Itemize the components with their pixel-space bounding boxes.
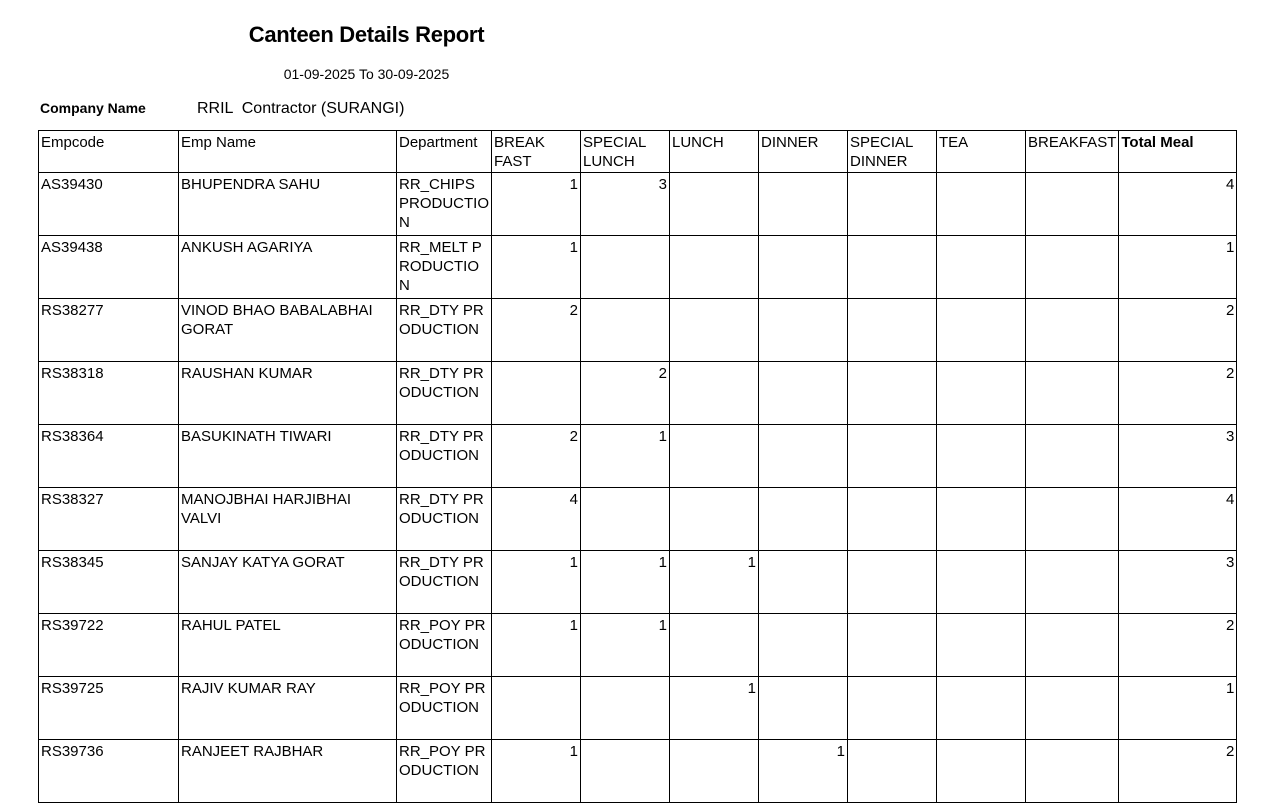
cell-break-fast: 1 bbox=[492, 614, 581, 677]
cell-department: RR_MELT PRODUCTION bbox=[397, 236, 492, 299]
header-break-fast bbox=[492, 131, 581, 173]
cell-breakfast bbox=[1026, 173, 1119, 236]
cell-tea bbox=[937, 299, 1026, 362]
cell-empcode: RS38327 bbox=[39, 488, 179, 551]
cell-lunch bbox=[670, 740, 759, 803]
cell-emp-name: RANJEET RAJBHAR bbox=[179, 740, 397, 803]
table-row bbox=[39, 236, 1237, 299]
cell-total-meal: 3 bbox=[1119, 551, 1237, 614]
cell-empcode: RS39725 bbox=[39, 677, 179, 740]
cell-lunch bbox=[670, 362, 759, 425]
cell-tea bbox=[937, 551, 1026, 614]
cell-dinner bbox=[759, 614, 848, 677]
cell-department: RR_DTY PRODUCTION bbox=[397, 551, 492, 614]
cell-lunch: 1 bbox=[670, 677, 759, 740]
cell-dinner bbox=[759, 488, 848, 551]
header-special-lunch bbox=[581, 131, 670, 173]
cell-break-fast: 1 bbox=[492, 551, 581, 614]
cell-lunch bbox=[670, 488, 759, 551]
cell-empcode: RS39722 bbox=[39, 614, 179, 677]
cell-break-fast: 4 bbox=[492, 488, 581, 551]
cell-emp-name: RAUSHAN KUMAR bbox=[179, 362, 397, 425]
cell-emp-name: RAJIV KUMAR RAY bbox=[179, 677, 397, 740]
header-total-meal: Total Meal bbox=[1119, 131, 1237, 173]
cell-breakfast bbox=[1026, 236, 1119, 299]
cell-special-lunch: 2 bbox=[581, 362, 670, 425]
cell-special-dinner bbox=[848, 362, 937, 425]
table-row bbox=[39, 614, 1237, 677]
cell-break-fast: 1 bbox=[492, 173, 581, 236]
cell-breakfast bbox=[1026, 740, 1119, 803]
header-tea: TEA bbox=[937, 131, 1026, 173]
cell-lunch bbox=[670, 425, 759, 488]
cell-emp-name: BASUKINATH TIWARI bbox=[179, 425, 397, 488]
cell-dinner bbox=[759, 425, 848, 488]
header-special-dinner-line2: DINNER bbox=[850, 153, 908, 170]
cell-special-dinner bbox=[848, 551, 937, 614]
cell-special-lunch bbox=[581, 299, 670, 362]
cell-breakfast bbox=[1026, 488, 1119, 551]
cell-emp-name: BHUPENDRA SAHU bbox=[179, 173, 397, 236]
cell-dinner bbox=[759, 362, 848, 425]
cell-total-meal: 2 bbox=[1119, 740, 1237, 803]
cell-breakfast bbox=[1026, 362, 1119, 425]
cell-break-fast bbox=[492, 677, 581, 740]
cell-lunch bbox=[670, 614, 759, 677]
cell-lunch bbox=[670, 173, 759, 236]
cell-empcode: AS39430 bbox=[39, 173, 179, 236]
cell-total-meal: 4 bbox=[1119, 173, 1237, 236]
cell-dinner bbox=[759, 299, 848, 362]
cell-tea bbox=[937, 236, 1026, 299]
cell-lunch: 1 bbox=[670, 551, 759, 614]
cell-special-dinner bbox=[848, 425, 937, 488]
cell-department: RR_POY PRODUCTION bbox=[397, 677, 492, 740]
cell-emp-name: ANKUSH AGARIYA bbox=[179, 236, 397, 299]
cell-empcode: RS38364 bbox=[39, 425, 179, 488]
cell-empcode: RS38277 bbox=[39, 299, 179, 362]
cell-break-fast: 1 bbox=[492, 236, 581, 299]
cell-special-dinner bbox=[848, 740, 937, 803]
cell-emp-name: SANJAY KATYA GORAT bbox=[179, 551, 397, 614]
cell-special-lunch: 1 bbox=[581, 425, 670, 488]
header-special-lunch-line1: SPECIAL bbox=[583, 134, 647, 151]
cell-department: RR_CHIPS PRODUCTION bbox=[397, 173, 492, 236]
header-break-fast-line1: BREAK bbox=[494, 134, 545, 151]
table-row bbox=[39, 299, 1237, 362]
header-special-dinner bbox=[848, 131, 937, 173]
header-breakfast: BREAKFAST bbox=[1026, 131, 1119, 173]
cell-total-meal: 2 bbox=[1119, 614, 1237, 677]
cell-special-lunch bbox=[581, 236, 670, 299]
table-row bbox=[39, 488, 1237, 551]
cell-breakfast bbox=[1026, 425, 1119, 488]
table-row bbox=[39, 425, 1237, 488]
cell-department: RR_DTY PRODUCTION bbox=[397, 362, 492, 425]
cell-emp-name: RAHUL PATEL bbox=[179, 614, 397, 677]
cell-tea bbox=[937, 488, 1026, 551]
cell-total-meal: 3 bbox=[1119, 425, 1237, 488]
cell-special-dinner bbox=[848, 299, 937, 362]
cell-department: RR_DTY PRODUCTION bbox=[397, 488, 492, 551]
cell-special-dinner bbox=[848, 614, 937, 677]
cell-special-dinner bbox=[848, 173, 937, 236]
cell-break-fast: 2 bbox=[492, 425, 581, 488]
header-emp-name: Emp Name bbox=[179, 131, 397, 173]
cell-empcode: AS39438 bbox=[39, 236, 179, 299]
cell-tea bbox=[937, 173, 1026, 236]
cell-break-fast: 1 bbox=[492, 740, 581, 803]
cell-department: RR_DTY PRODUCTION bbox=[397, 425, 492, 488]
cell-empcode: RS38318 bbox=[39, 362, 179, 425]
cell-empcode: RS39736 bbox=[39, 740, 179, 803]
cell-dinner bbox=[759, 677, 848, 740]
cell-lunch bbox=[670, 236, 759, 299]
cell-special-dinner bbox=[848, 677, 937, 740]
cell-special-dinner bbox=[848, 488, 937, 551]
cell-special-lunch: 3 bbox=[581, 173, 670, 236]
cell-tea bbox=[937, 614, 1026, 677]
cell-emp-name: MANOJBHAI HARJIBHAI VALVI bbox=[179, 488, 397, 551]
table-row bbox=[39, 362, 1237, 425]
cell-tea bbox=[937, 362, 1026, 425]
cell-dinner bbox=[759, 173, 848, 236]
cell-tea bbox=[937, 740, 1026, 803]
cell-total-meal: 2 bbox=[1119, 299, 1237, 362]
header-lunch: LUNCH bbox=[670, 131, 759, 173]
canteen-table bbox=[38, 130, 1237, 803]
table-row bbox=[39, 173, 1237, 236]
header-special-dinner-line1: SPECIAL bbox=[850, 134, 914, 151]
cell-department: RR_POY PRODUCTION bbox=[397, 740, 492, 803]
table-row bbox=[39, 677, 1237, 740]
company-name-label: Company Name bbox=[40, 100, 146, 116]
header-dinner: DINNER bbox=[759, 131, 848, 173]
cell-special-dinner bbox=[848, 236, 937, 299]
table-row bbox=[39, 551, 1237, 614]
cell-emp-name: VINOD BHAO BABALABHAI GORAT bbox=[179, 299, 397, 362]
cell-special-lunch: 1 bbox=[581, 551, 670, 614]
table-header-row bbox=[39, 131, 1237, 173]
cell-department: RR_POY PRODUCTION bbox=[397, 614, 492, 677]
cell-lunch bbox=[670, 299, 759, 362]
cell-dinner bbox=[759, 551, 848, 614]
cell-special-lunch bbox=[581, 740, 670, 803]
company-name-value: RRIL Contractor (SURANGI) bbox=[197, 100, 405, 117]
header-special-lunch-line2: LUNCH bbox=[583, 153, 635, 170]
cell-break-fast: 2 bbox=[492, 299, 581, 362]
cell-tea bbox=[937, 425, 1026, 488]
cell-special-lunch bbox=[581, 488, 670, 551]
cell-special-lunch bbox=[581, 677, 670, 740]
cell-total-meal: 1 bbox=[1119, 677, 1237, 740]
cell-dinner: 1 bbox=[759, 740, 848, 803]
report-title: Canteen Details Report bbox=[248, 22, 485, 47]
table-row bbox=[39, 740, 1237, 803]
cell-breakfast bbox=[1026, 677, 1119, 740]
cell-breakfast bbox=[1026, 614, 1119, 677]
cell-empcode: RS38345 bbox=[39, 551, 179, 614]
cell-break-fast bbox=[492, 362, 581, 425]
cell-total-meal: 2 bbox=[1119, 362, 1237, 425]
cell-breakfast bbox=[1026, 551, 1119, 614]
cell-department: RR_DTY PRODUCTION bbox=[397, 299, 492, 362]
cell-tea bbox=[937, 677, 1026, 740]
date-range: 01-09-2025 To 30-09-2025 bbox=[283, 66, 450, 82]
cell-special-lunch: 1 bbox=[581, 614, 670, 677]
header-department: Department bbox=[397, 131, 492, 173]
cell-dinner bbox=[759, 236, 848, 299]
cell-total-meal: 1 bbox=[1119, 236, 1237, 299]
header-break-fast-line2: FAST bbox=[494, 153, 532, 170]
header-empcode: Empcode bbox=[39, 131, 179, 173]
cell-total-meal: 4 bbox=[1119, 488, 1237, 551]
cell-breakfast bbox=[1026, 299, 1119, 362]
